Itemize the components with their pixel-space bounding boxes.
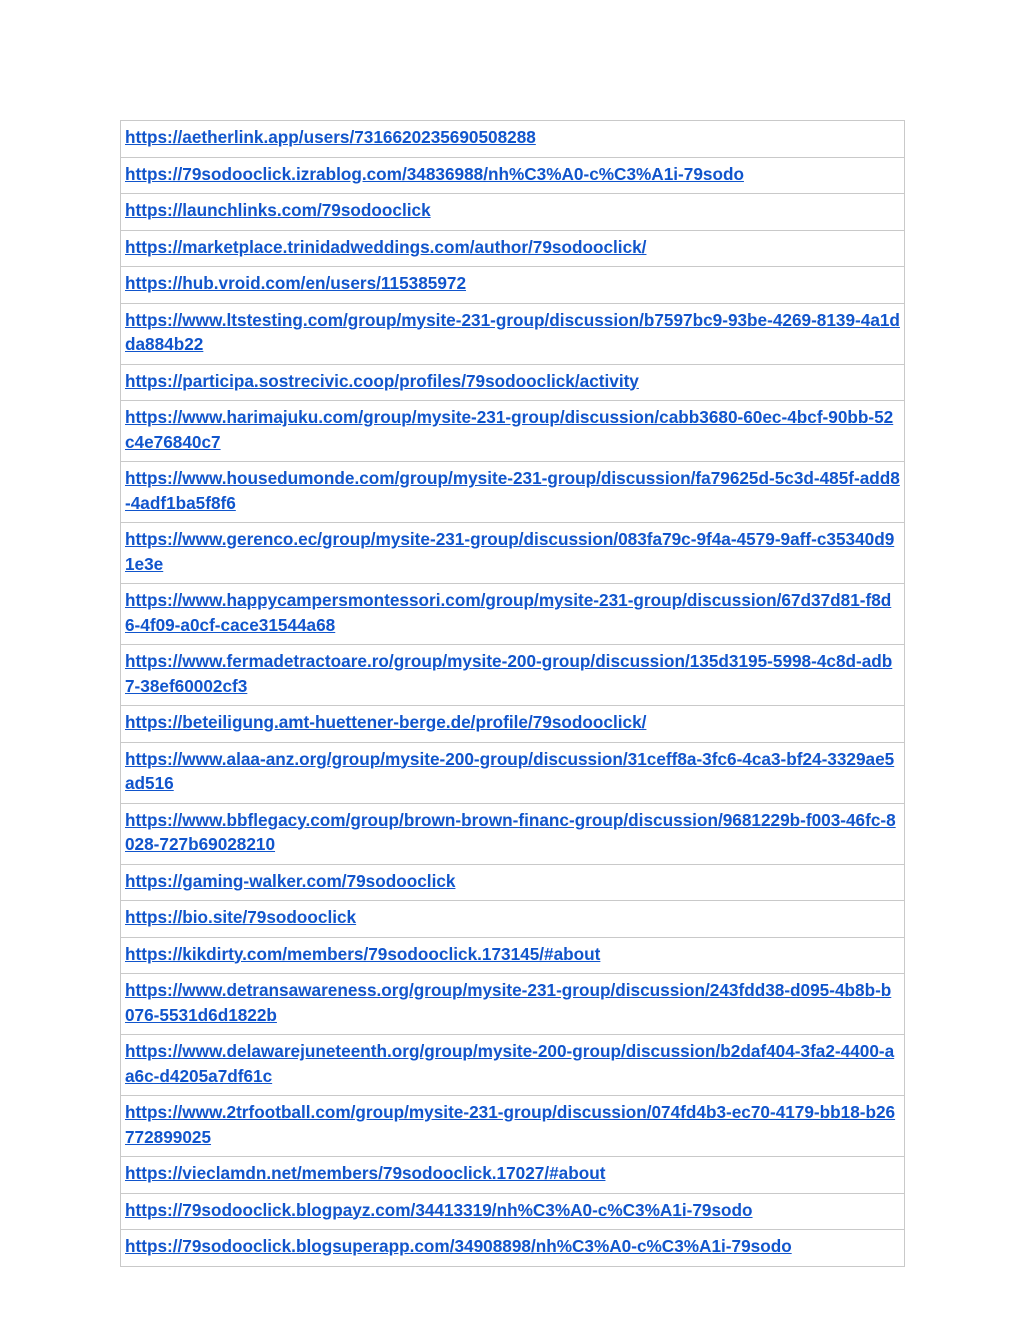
table-row — [121, 1193, 905, 1230]
url-link[interactable]: https://www.harimajuku.com/group/mysite-231-group/discussion/cabb3680-60ec-4bcf-90bb-52c4e76840c7 — [125, 407, 894, 452]
table-row — [121, 267, 905, 304]
url-link[interactable]: https://79sodooclick.blogsuperapp.com/34908898/nh%C3%A0-c%C3%A1i-79sodo — [125, 1236, 792, 1256]
table-row — [121, 230, 905, 267]
url-link[interactable]: https://www.2trfootball.com/group/mysite-231-group/discussion/074fd4b3-ec70-4179-bb18-b26772899025 — [125, 1102, 896, 1147]
table-row — [121, 974, 905, 1035]
url-link[interactable]: https://marketplace.trinidadweddings.com/author/79sodooclick/ — [125, 236, 647, 257]
table-cell — [121, 1096, 905, 1157]
table-row — [121, 364, 905, 401]
table-row — [121, 1096, 905, 1157]
table-row — [121, 194, 905, 231]
table-row — [121, 864, 905, 901]
url-link[interactable]: https://www.delawarejuneteenth.org/group/mysite-200-group/discussion/b2daf404-3fa2-4400-aa6c-d4205a7df61c — [125, 1041, 895, 1086]
table-cell — [121, 523, 905, 584]
table-cell — [121, 157, 905, 194]
table-cell — [121, 267, 905, 304]
url-link[interactable]: https://bio.site/79sodooclick — [125, 907, 357, 927]
table-cell — [121, 864, 905, 901]
table-cell — [121, 1193, 905, 1230]
table-cell — [121, 645, 905, 706]
table-row — [121, 803, 905, 864]
url-link[interactable]: https://79sodooclick.izrablog.com/34836988/nh%C3%A0-c%C3%A1i-79sodo — [125, 163, 744, 184]
url-link[interactable]: https://launchlinks.com/79sodooclick — [125, 200, 431, 220]
table-row — [121, 303, 905, 364]
table-row — [121, 645, 905, 706]
url-link[interactable]: https://www.detransawareness.org/group/mysite-231-group/discussion/243fdd38-d095-4b8b-b076-5531d6d1822b — [125, 980, 892, 1025]
table-row — [121, 401, 905, 462]
url-link[interactable]: https://www.gerenco.ec/group/mysite-231-group/discussion/083fa79c-9f4a-4579-9aff-c35340d91e3e — [125, 529, 895, 574]
table-cell — [121, 230, 905, 267]
table-cell — [121, 937, 905, 974]
table-row — [121, 523, 905, 584]
url-link[interactable]: https://gaming-walker.com/79sodooclick — [125, 870, 456, 891]
table-cell — [121, 974, 905, 1035]
table-cell — [121, 121, 905, 158]
url-link[interactable]: https://www.housedumonde.com/group/mysite-231-group/discussion/fa79625d-5c3d-485f-add8-4adf1ba5f8f6 — [125, 468, 900, 513]
table-cell — [121, 803, 905, 864]
url-link[interactable]: https://vieclamdn.net/members/79sodooclick.17027/#about — [125, 1163, 606, 1183]
table-row — [121, 1157, 905, 1194]
table-cell — [121, 1035, 905, 1096]
table-row — [121, 121, 905, 158]
table-cell — [121, 901, 905, 938]
table-cell — [121, 1157, 905, 1194]
table-cell — [121, 584, 905, 645]
url-link[interactable]: https://hub.vroid.com/en/users/115385972 — [125, 273, 467, 293]
table-row — [121, 1035, 905, 1096]
table-cell — [121, 401, 905, 462]
url-link[interactable]: https://www.fermadetractoare.ro/group/mysite-200-group/discussion/135d3195-5998-4c8d-adb7-38ef60002cf3 — [125, 651, 893, 696]
url-link[interactable]: https://79sodooclick.blogpayz.com/34413319/nh%C3%A0-c%C3%A1i-79sodo — [125, 1199, 753, 1220]
table-cell — [121, 364, 905, 401]
table-row — [121, 742, 905, 803]
table-row — [121, 1230, 905, 1267]
table-row — [121, 901, 905, 938]
url-link[interactable]: https://beteiligung.amt-huettener-berge.de/profile/79sodooclick/ — [125, 712, 647, 732]
table-cell — [121, 303, 905, 364]
table-row — [121, 706, 905, 743]
url-link[interactable]: https://participa.sostrecivic.coop/profiles/79sodooclick/activity — [125, 370, 639, 391]
links-table — [120, 120, 905, 1267]
table-cell — [121, 742, 905, 803]
table-cell — [121, 706, 905, 743]
url-link[interactable]: https://www.bbflegacy.com/group/brown-brown-financ-group/discussion/9681229b-f003-46fc-8028-727b69028210 — [125, 809, 896, 854]
table-row — [121, 937, 905, 974]
url-link[interactable]: https://aetherlink.app/users/7316620235690508288 — [125, 127, 536, 147]
table-cell — [121, 194, 905, 231]
table-row — [121, 462, 905, 523]
table-cell — [121, 1230, 905, 1267]
table-row — [121, 157, 905, 194]
url-link[interactable]: https://kikdirty.com/members/79sodooclick.173145/#about — [125, 943, 601, 964]
url-link[interactable]: https://www.ltstesting.com/group/mysite-231-group/discussion/b7597bc9-93be-4269-8139-4a1dda884b22 — [125, 309, 900, 354]
table-row — [121, 584, 905, 645]
table-cell — [121, 462, 905, 523]
url-link[interactable]: https://www.happycampersmontessori.com/group/mysite-231-group/discussion/67d37d81-f8d6-4f09-a0cf-cace31544a68 — [125, 590, 892, 635]
url-link[interactable]: https://www.alaa-anz.org/group/mysite-200-group/discussion/31ceff8a-3fc6-4ca3-bf24-3329ae5ad516 — [125, 748, 895, 793]
